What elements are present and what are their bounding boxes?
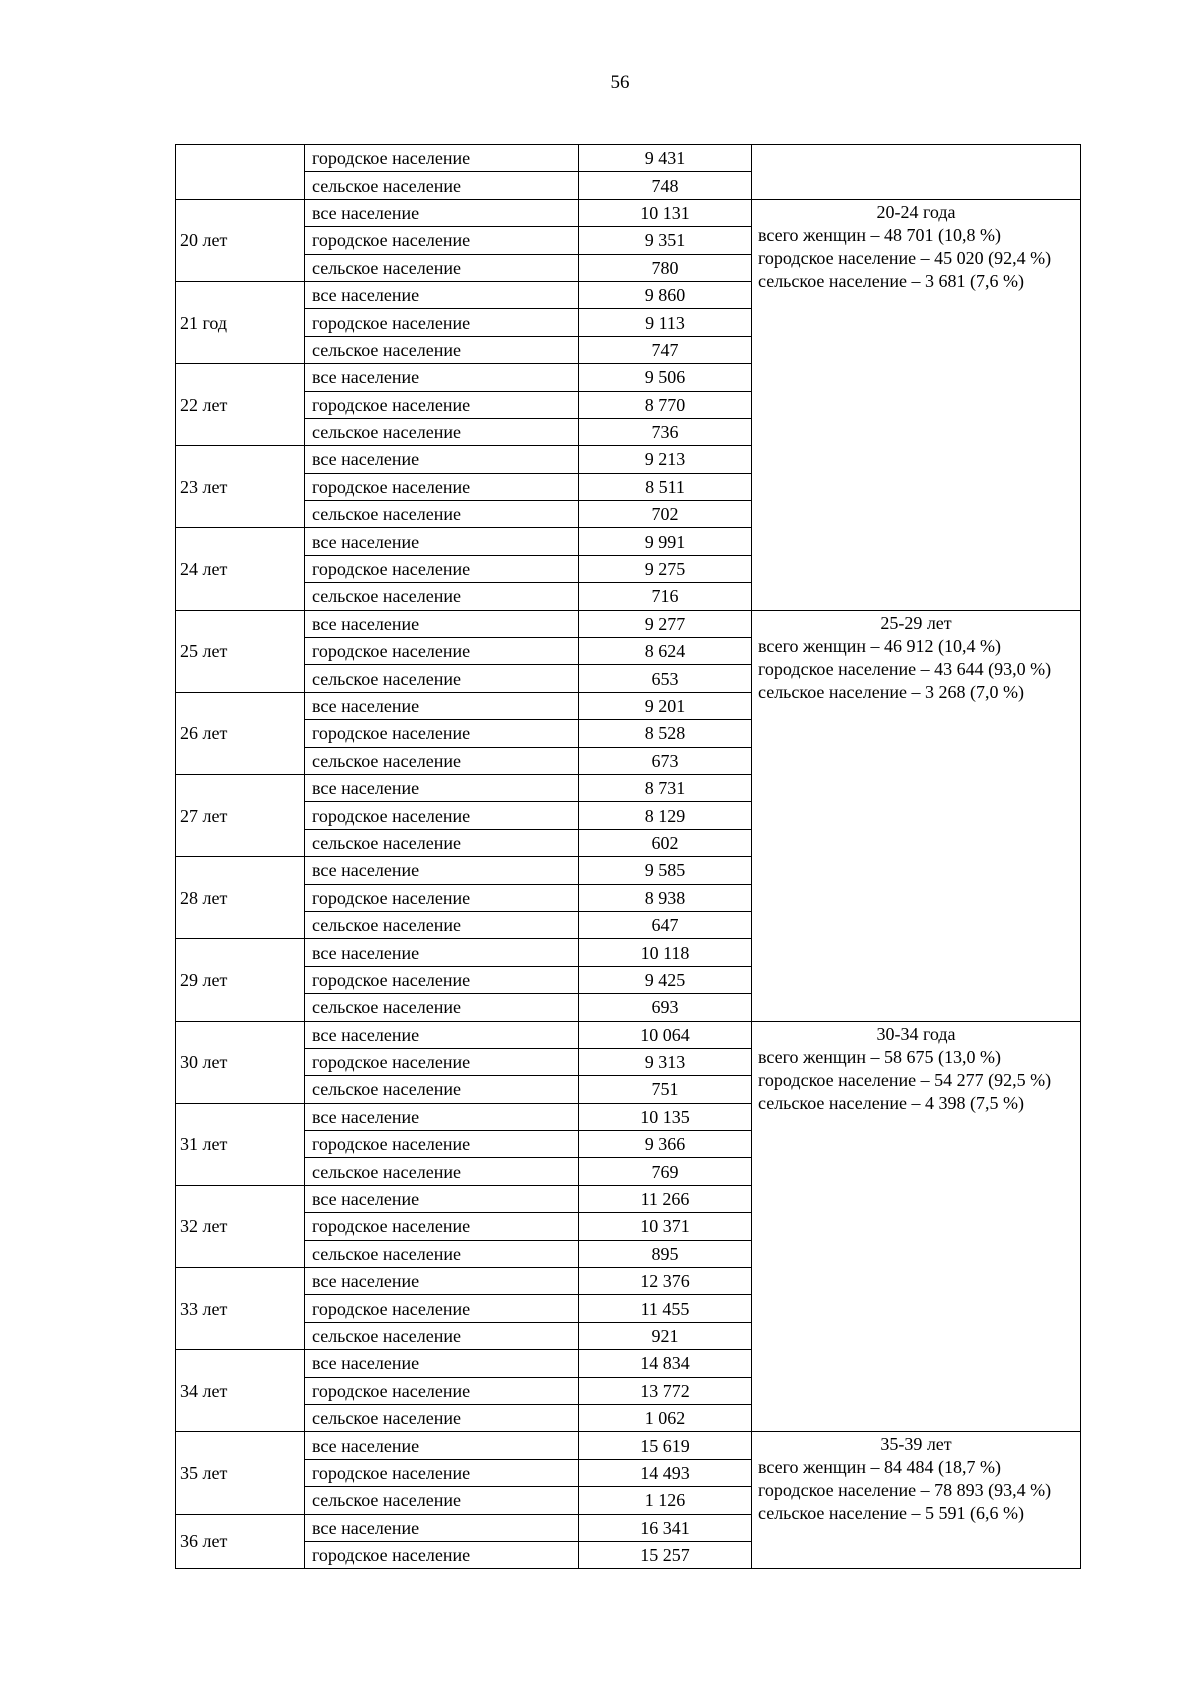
population-value: 13 772 <box>579 1377 752 1404</box>
population-value: 895 <box>579 1240 752 1267</box>
population-value: 10 064 <box>579 1021 752 1048</box>
population-type-label: все население <box>305 857 579 884</box>
age-label: 30 лет <box>176 1021 305 1103</box>
population-type-label: сельское население <box>305 747 579 774</box>
population-value: 769 <box>579 1158 752 1185</box>
population-type-label: сельское население <box>305 1240 579 1267</box>
table-row <box>176 610 1081 637</box>
population-type-label: городское население <box>305 1541 579 1568</box>
age-label: 32 лет <box>176 1185 305 1267</box>
population-type-label: сельское население <box>305 583 579 610</box>
population-type-label: городское население <box>305 1295 579 1322</box>
population-value: 673 <box>579 747 752 774</box>
population-type-label: городское население <box>305 309 579 336</box>
population-value: 8 528 <box>579 720 752 747</box>
population-value: 8 129 <box>579 802 752 829</box>
population-type-label: все население <box>305 774 579 801</box>
age-group-stat-line: сельское население – 3 268 (7,0 %) <box>758 681 1024 702</box>
population-type-label: все население <box>305 1268 579 1295</box>
population-type-label: городское население <box>305 473 579 500</box>
age-group-title: 30-34 года <box>876 1023 956 1044</box>
population-value: 9 860 <box>579 281 752 308</box>
population-type-label: городское население <box>305 884 579 911</box>
age-label: 26 лет <box>176 692 305 774</box>
population-value: 9 585 <box>579 857 752 884</box>
page-number: 56 <box>610 72 630 93</box>
population-value: 12 376 <box>579 1268 752 1295</box>
population-value: 693 <box>579 994 752 1021</box>
population-type-label: городское население <box>305 1213 579 1240</box>
age-group-stat-line: сельское население – 3 681 (7,6 %) <box>758 270 1024 291</box>
population-value: 9 351 <box>579 227 752 254</box>
population-value: 702 <box>579 501 752 528</box>
population-type-label: все население <box>305 199 579 226</box>
population-type-label: городское население <box>305 1048 579 1075</box>
age-group-title: 25-29 лет <box>880 612 952 633</box>
population-type-label: сельское население <box>305 1404 579 1431</box>
population-type-label: сельское население <box>305 1158 579 1185</box>
population-value: 8 624 <box>579 638 752 665</box>
population-type-label: сельское население <box>305 911 579 938</box>
population-value: 9 431 <box>579 145 752 172</box>
population-value: 8 731 <box>579 774 752 801</box>
population-type-label: все население <box>305 446 579 473</box>
age-label: 35 лет <box>176 1432 305 1514</box>
population-value: 716 <box>579 583 752 610</box>
population-value: 748 <box>579 172 752 199</box>
population-type-label: все население <box>305 610 579 637</box>
age-group-stat-line: всего женщин – 58 675 (13,0 %) <box>758 1046 1001 1067</box>
population-type-label: городское население <box>305 638 579 665</box>
population-value: 9 366 <box>579 1131 752 1158</box>
age-group-stat-line: сельское население – 5 591 (6,6 %) <box>758 1503 1024 1524</box>
table-row <box>176 199 1081 226</box>
age-label: 27 лет <box>176 774 305 856</box>
population-value: 9 213 <box>579 446 752 473</box>
age-label: 25 лет <box>176 610 305 692</box>
population-type-label: все население <box>305 1514 579 1541</box>
population-type-label: все население <box>305 1021 579 1048</box>
population-value: 751 <box>579 1076 752 1103</box>
population-type-label: городское население <box>305 555 579 582</box>
age-label: 29 лет <box>176 939 305 1021</box>
table-row <box>176 1021 1081 1048</box>
table-row <box>176 145 1081 172</box>
population-type-label: городское население <box>305 145 579 172</box>
population-type-label: сельское население <box>305 501 579 528</box>
population-value: 736 <box>579 418 752 445</box>
population-value: 602 <box>579 829 752 856</box>
population-value: 10 131 <box>579 199 752 226</box>
age-group-stat-line: городское население – 43 644 (93,0 %) <box>758 658 1052 679</box>
population-value: 1 062 <box>579 1404 752 1431</box>
population-type-label: городское население <box>305 391 579 418</box>
population-value: 9 277 <box>579 610 752 637</box>
age-cell-empty <box>176 145 305 200</box>
age-group-stat-line: всего женщин – 84 484 (18,7 %) <box>758 1457 1001 1478</box>
population-value: 9 113 <box>579 309 752 336</box>
population-type-label: сельское население <box>305 1487 579 1514</box>
age-group-stat-line: всего женщин – 46 912 (10,4 %) <box>758 635 1001 656</box>
population-value: 9 201 <box>579 692 752 719</box>
population-value: 9 991 <box>579 528 752 555</box>
age-label: 28 лет <box>176 857 305 939</box>
age-group-summary <box>752 199 1081 610</box>
population-value: 9 313 <box>579 1048 752 1075</box>
age-group-stat-line: городское население – 54 277 (92,5 %) <box>758 1069 1052 1090</box>
population-value: 10 371 <box>579 1213 752 1240</box>
age-group-title: 20-24 года <box>876 201 956 222</box>
age-label: 24 лет <box>176 528 305 610</box>
population-type-label: все население <box>305 1185 579 1212</box>
population-type-label: все население <box>305 1432 579 1459</box>
table-row <box>176 1432 1081 1459</box>
age-label: 34 лет <box>176 1350 305 1432</box>
age-label: 23 лет <box>176 446 305 528</box>
age-group-stat-line: городское население – 78 893 (93,4 %) <box>758 1480 1052 1501</box>
population-value: 10 118 <box>579 939 752 966</box>
population-value: 1 126 <box>579 1487 752 1514</box>
population-value: 8 938 <box>579 884 752 911</box>
population-type-label: городское население <box>305 802 579 829</box>
population-type-label: городское население <box>305 966 579 993</box>
age-label: 21 год <box>176 281 305 363</box>
population-value: 15 619 <box>579 1432 752 1459</box>
age-group-summary <box>752 1432 1081 1569</box>
population-value: 9 275 <box>579 555 752 582</box>
age-group-stat-line: сельское население – 4 398 (7,5 %) <box>758 1092 1024 1113</box>
population-type-label: сельское население <box>305 254 579 281</box>
population-value: 10 135 <box>579 1103 752 1130</box>
population-value: 8 770 <box>579 391 752 418</box>
age-group-stat-line: всего женщин – 48 701 (10,8 %) <box>758 224 1001 245</box>
population-value: 15 257 <box>579 1541 752 1568</box>
population-value: 9 425 <box>579 966 752 993</box>
population-type-label: все население <box>305 528 579 555</box>
population-type-label: все население <box>305 281 579 308</box>
population-type-label: все население <box>305 1350 579 1377</box>
population-type-label: сельское население <box>305 829 579 856</box>
population-table <box>175 144 1081 1569</box>
population-value: 14 493 <box>579 1459 752 1486</box>
population-value: 780 <box>579 254 752 281</box>
age-group-title: 35-39 лет <box>880 1434 952 1455</box>
age-group-stat-line: городское население – 45 020 (92,4 %) <box>758 247 1052 268</box>
population-type-label: все население <box>305 692 579 719</box>
population-type-label: сельское население <box>305 172 579 199</box>
population-type-label: городское население <box>305 1131 579 1158</box>
population-value: 921 <box>579 1322 752 1349</box>
population-type-label: городское население <box>305 720 579 747</box>
age-label: 33 лет <box>176 1268 305 1350</box>
population-value: 747 <box>579 336 752 363</box>
age-label: 36 лет <box>176 1514 305 1569</box>
population-value: 11 455 <box>579 1295 752 1322</box>
population-type-label: сельское население <box>305 1322 579 1349</box>
population-type-label: сельское население <box>305 1076 579 1103</box>
population-type-label: городское население <box>305 1377 579 1404</box>
summary-cell-empty <box>752 145 1081 200</box>
population-value: 8 511 <box>579 473 752 500</box>
population-type-label: городское население <box>305 1459 579 1486</box>
age-label: 31 лет <box>176 1103 305 1185</box>
population-type-label: сельское население <box>305 418 579 445</box>
population-type-label: городское население <box>305 227 579 254</box>
population-type-label: сельское население <box>305 665 579 692</box>
population-value: 9 506 <box>579 364 752 391</box>
population-type-label: все население <box>305 1103 579 1130</box>
age-group-summary <box>752 610 1081 1021</box>
population-type-label: сельское население <box>305 336 579 363</box>
age-group-summary <box>752 1021 1081 1432</box>
population-type-label: сельское население <box>305 994 579 1021</box>
age-label: 22 лет <box>176 364 305 446</box>
population-value: 11 266 <box>579 1185 752 1212</box>
population-value: 653 <box>579 665 752 692</box>
population-value: 16 341 <box>579 1514 752 1541</box>
population-type-label: все население <box>305 939 579 966</box>
population-value: 647 <box>579 911 752 938</box>
population-type-label: все население <box>305 364 579 391</box>
population-value: 14 834 <box>579 1350 752 1377</box>
age-label: 20 лет <box>176 199 305 281</box>
